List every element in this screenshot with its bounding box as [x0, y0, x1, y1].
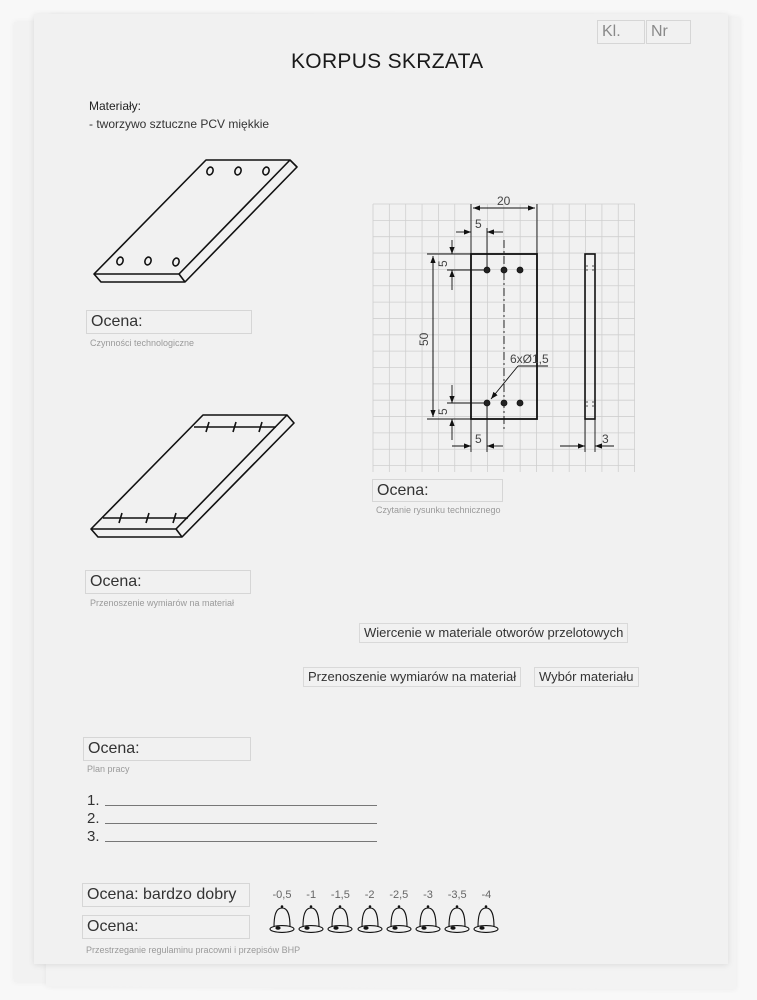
penalty-label: -3 — [423, 889, 433, 901]
plan-underline — [105, 841, 377, 842]
materials-heading: Materiały: — [89, 99, 142, 113]
dim-height-label: 50 — [417, 332, 431, 346]
bell-icon[interactable] — [326, 904, 354, 934]
class-field[interactable]: Kl. — [597, 20, 645, 44]
penalty-label: -2 — [364, 889, 375, 901]
plan-line-3[interactable] — [87, 828, 100, 845]
grade-caption: Plan pracy — [87, 764, 130, 774]
grade-field-dimension-transfer[interactable]: Ocena: — [85, 570, 251, 594]
plan-underline — [105, 823, 377, 824]
bell-icon[interactable] — [414, 904, 442, 934]
penalty-label: -1,5 — [330, 889, 350, 901]
materials-item: - tworzywo sztuczne PCV miękkie — [89, 117, 270, 131]
grade-caption: Przenoszenie wymiarów na materiał — [90, 598, 235, 608]
grade-caption: Przestrzeganie regulaminu pracowni i przepisów BHP — [86, 945, 301, 955]
bell-icon[interactable] — [268, 904, 296, 934]
technical-drawing-grid — [373, 204, 635, 472]
plan-number: 3. — [87, 828, 100, 845]
number-field[interactable]: Nr — [646, 20, 691, 44]
step-material-choice[interactable]: Wybór materiału — [534, 667, 639, 687]
bell-icon[interactable] — [297, 904, 325, 934]
grade-field-bhp-filled[interactable]: Ocena: bardzo dobry — [82, 883, 250, 907]
page-title: KORPUS SKRZATA — [291, 50, 484, 73]
step-drilling[interactable]: Wiercenie w materiale otworów przelotowych — [359, 623, 628, 643]
bell-icon[interactable] — [385, 904, 413, 934]
dim-hole-callout-label: 6xØ1,5 — [510, 352, 549, 366]
grade-caption: Czytanie rysunku technicznego — [376, 505, 501, 515]
plan-underline — [105, 805, 377, 806]
penalty-label: -4 — [481, 889, 492, 901]
penalty-label: -3,5 — [447, 889, 467, 901]
dim-hole-x-top-label: 5 — [475, 217, 482, 231]
grade-field-work-plan[interactable]: Ocena: — [83, 737, 251, 761]
penalty-label: -2,5 — [389, 889, 409, 901]
plan-line-2[interactable] — [87, 810, 100, 827]
dim-hole-y-bottom-label: 5 — [436, 408, 450, 415]
dim-thickness-label: 3 — [602, 432, 609, 446]
dim-hole-x-bottom-label: 5 — [475, 432, 482, 446]
step-dimension-transfer[interactable]: Przenoszenie wymiarów na materiał — [303, 667, 521, 687]
dim-hole-y-top-label: 5 — [436, 260, 450, 267]
grade-field-bhp-empty[interactable]: Ocena: — [82, 915, 250, 939]
plan-number: 2. — [87, 810, 100, 827]
bell-icon[interactable] — [472, 904, 500, 934]
grade-field-technological[interactable]: Ocena: — [86, 310, 252, 334]
bell-icon[interactable] — [443, 904, 471, 934]
bell-icon[interactable] — [356, 904, 384, 934]
penalty-label: -0,5 — [272, 889, 292, 901]
plan-line-1[interactable] — [87, 792, 100, 809]
penalty-label: -1 — [306, 889, 317, 901]
grade-caption: Czynności technologiczne — [90, 338, 195, 348]
grade-field-drawing-reading[interactable]: Ocena: — [372, 479, 503, 502]
dim-width-label: 20 — [497, 194, 511, 208]
plan-number: 1. — [87, 792, 100, 809]
